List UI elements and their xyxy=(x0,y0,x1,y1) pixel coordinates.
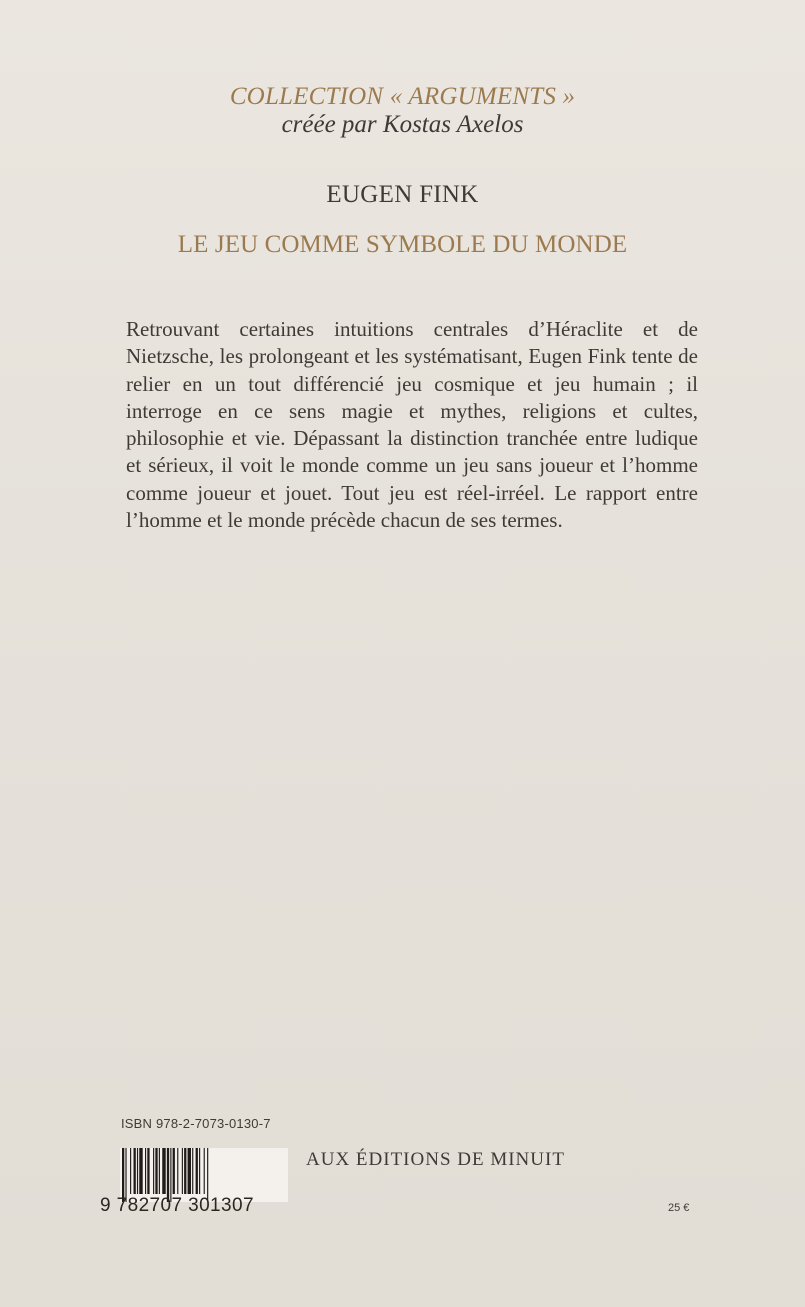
publisher-name: AUX ÉDITIONS DE MINUIT xyxy=(306,1149,565,1170)
blurb-text: Retrouvant certaines intuitions centrales d’Héraclite et de Nietzsche, les prolongeant et les systématisant, Eugen Fink tente de relier en un tout différencié jeu cosmique et jeu humain ; il interroge en ce sens magie et mythes, religions et cultes, philosophie et vie. Dépassant la distinction tranchée entre ludique et sérieux, il voit le monde comme un jeu sans joueur et l’homme comme joueur et jouet. Tout jeu est réel-irréel. Le rapport entre l’homme et le monde précède chacun de ses termes. xyxy=(126,317,698,533)
collection-name: COLLECTION « ARGUMENTS » xyxy=(229,83,576,110)
isbn-label: ISBN 978-2-7073-0130-7 xyxy=(121,1116,271,1131)
price-label: 25 € xyxy=(668,1202,690,1214)
book-title: LE JEU COMME SYMBOLE DU MONDE xyxy=(177,231,628,258)
collection-creator: créée par Kostas Axelos xyxy=(281,111,524,138)
author-name: EUGEN FINK xyxy=(326,181,479,208)
barcode-digits: 9 782707 301307 xyxy=(100,1195,254,1216)
barcode xyxy=(120,1148,288,1202)
